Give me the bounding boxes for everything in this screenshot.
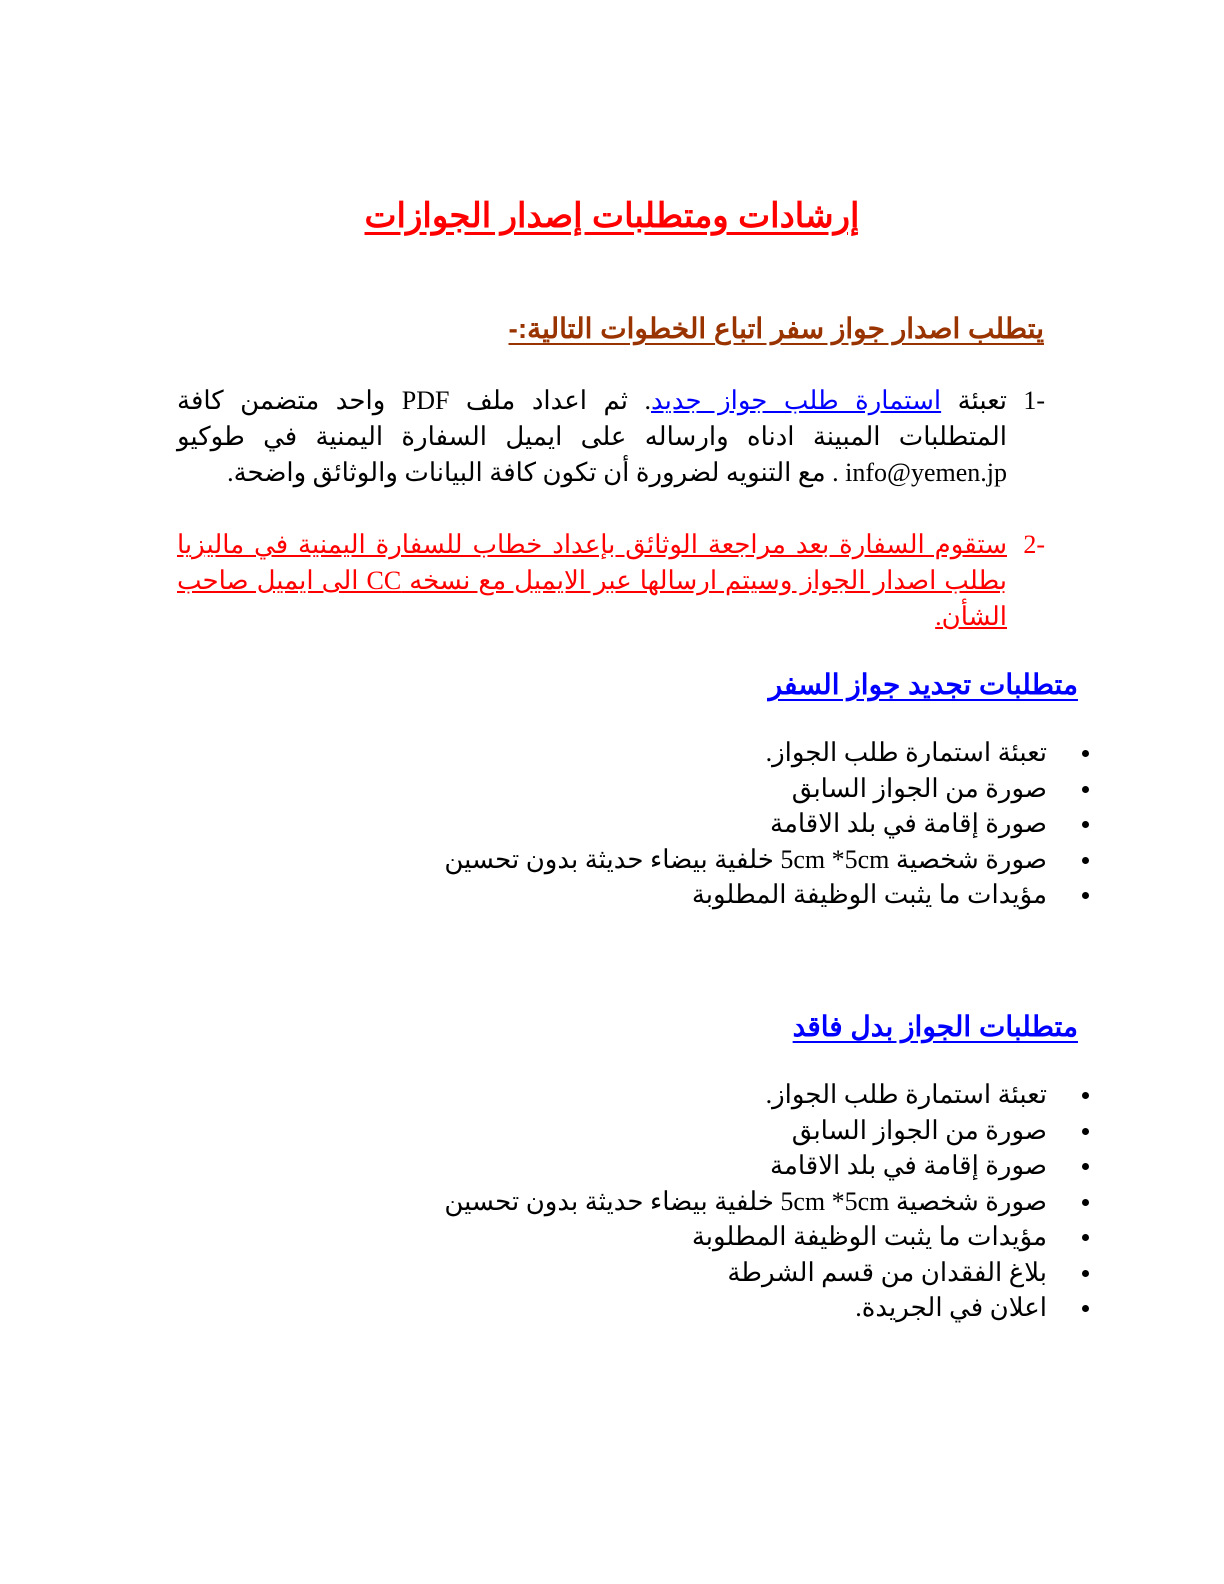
list-item-text: صورة إقامة في بلد الاقامة [770,809,1047,838]
bullet-icon [1082,1305,1089,1312]
step-2-text: ستقوم السفارة بعد مراجعة الوثائق بإعداد خطاب للسفارة اليمنية في ماليزيا بطلب اصدار الجواز وسيتم ارسالها عبر الايميل مع نسخه CC الى ايميل صاحب الشأن. [177,530,1008,631]
list-item [444,1077,1089,1113]
list-item-text: صورة إقامة في بلد الاقامة [770,1151,1047,1180]
list-item [444,1290,1089,1326]
list-item-text: مؤيدات ما يثبت الوظيفة المطلوبة [691,880,1047,909]
list-item-text: صورة من الجواز السابق [791,1115,1047,1145]
bullet-icon [1082,750,1089,757]
bullet-icon [1082,821,1089,828]
steps-subtitle: يتطلب اصدار جواز سفر اتباع الخطوات التالية:- [508,313,1044,344]
step-1-number: -1 [1023,386,1045,415]
list-item-text: مؤيدات ما يثبت الوظيفة المطلوبة [691,1222,1047,1251]
step-1-text-before: تعبئة [941,386,1008,415]
bullet-icon [1082,786,1089,793]
lost-passport-heading[interactable]: متطلبات الجواز بدل فاقد [792,1011,1078,1042]
bullet-icon [1082,1128,1089,1135]
list-item-text: صورة شخصية 5cm *5cm خلفية بيضاء حديثة بدون تحسين [444,1186,1047,1216]
list-item [444,1184,1089,1220]
list-item-text: بلاغ الفقدان من قسم الشرطة [727,1257,1047,1287]
list-item [444,1148,1089,1184]
bullet-icon [1082,892,1089,899]
lost-passport-list [444,1077,1089,1326]
step-1 [177,383,1045,491]
bullet-icon [1082,1199,1089,1206]
renewal-list [444,735,1089,913]
page-title: إرشادات ومتطلبات إصدار الجوازات [364,197,860,235]
application-form-link[interactable]: استمارة طلب جواز جديد [651,386,942,415]
list-item [444,842,1089,878]
bullet-icon [1082,1270,1089,1277]
bullet-icon [1082,857,1089,864]
list-item-text: صورة من الجواز السابق [791,773,1047,803]
renewal-heading[interactable]: متطلبات تجديد جواز السفر [768,669,1078,700]
list-item [444,771,1089,807]
list-item [444,1219,1089,1255]
list-item-text: تعبئة استمارة طلب الجواز. [765,738,1047,767]
bullet-icon [1082,1234,1089,1241]
list-item-text: تعبئة استمارة طلب الجواز. [765,1080,1047,1109]
step-1-text-after: . ثم اعداد ملف PDF واحد متضمن كافة المتطلبات المبينة ادناه وارساله على ايميل السفارة اليمنية في طوكيو info@yemen.jp . مع التنويه لضرورة أن تكون كافة البيانات والوثائق واضحة. [177,386,1007,487]
list-item-text: اعلان في الجريدة. [855,1293,1047,1322]
bullet-icon [1082,1163,1089,1170]
list-item-text: صورة شخصية 5cm *5cm خلفية بيضاء حديثة بدون تحسين [444,844,1047,874]
bullet-icon [1082,1092,1089,1099]
list-item [444,1255,1089,1291]
step-2 [177,527,1045,635]
list-item [444,877,1089,913]
list-item [444,1113,1089,1149]
list-item [444,806,1089,842]
list-item [444,735,1089,771]
step-2-number: -2 [1023,530,1045,559]
